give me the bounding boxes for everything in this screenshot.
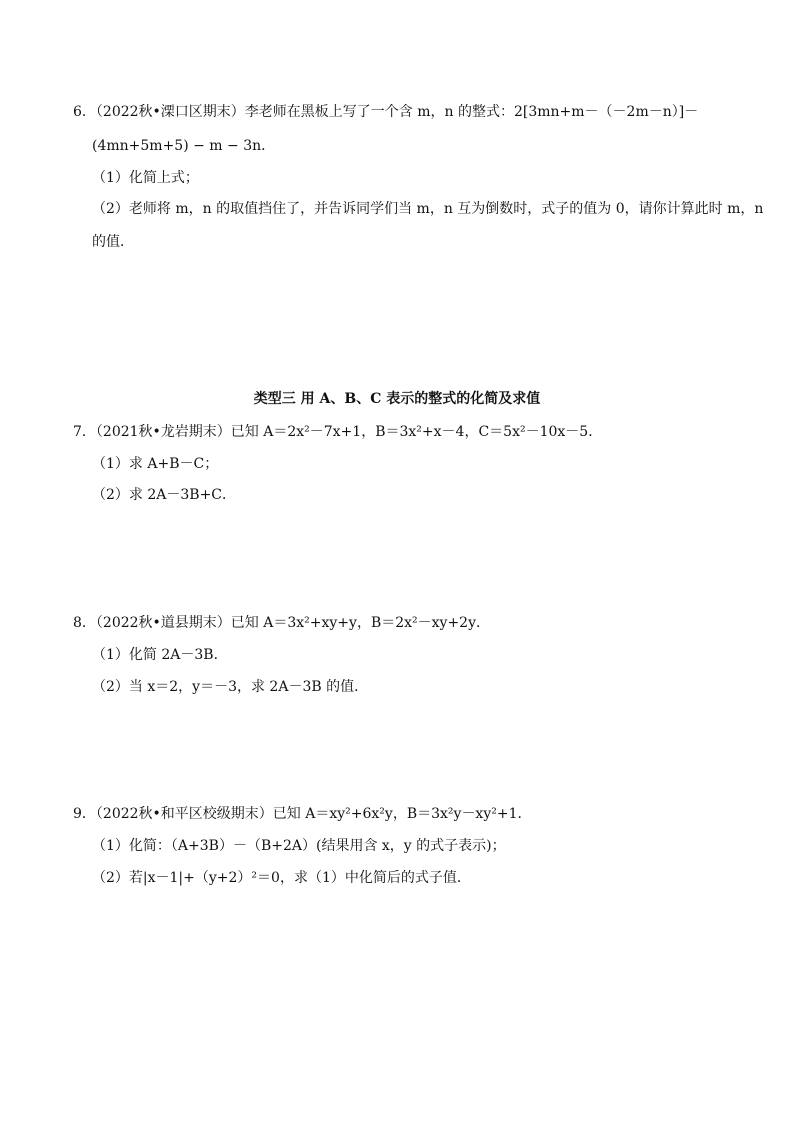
q6-stem: 6．（2022秋•溧口区期末）李老师在黑板上写了一个含 m，n 的整式：2[3mn+m－（－2m－n）]－ <box>73 104 699 120</box>
q6-stem-cont: (4mn+5m+5) − m − 3n． <box>92 138 276 154</box>
q9-part-1: （1）化简：（A+3B）－（B+2A）(结果用含 x，y 的式子表示)； <box>92 838 506 854</box>
q7-stem: 7．（2021秋•龙岩期末）已知 A＝2x²－7x+1，B＝3x²+x－4，C＝5x²－10x－5． <box>73 424 603 440</box>
section-heading: 类型三 用 A、B、C 表示的整式的化简及求值 <box>253 391 541 407</box>
q6-part-2: （2）老师将 m，n 的取值挡住了，并告诉同学们当 m，n 互为倒数时，式子的值为 0，请你计算此时 m，n <box>92 201 764 217</box>
q9-stem: 9．（2022秋•和平区校级期末）已知 A＝xy²+6x²y，B＝3x²y－xy²+1． <box>73 806 532 822</box>
q7-part-1: （1）求 A+B－C； <box>92 456 219 472</box>
q8-stem: 8．（2022秋•道县期末）已知 A＝3x²+xy+y，B＝2x²－xy+2y． <box>73 615 490 631</box>
q7-part-2: （2）求 2A－3B+C． <box>92 487 237 503</box>
q8-part-1: （1）化简 2A－3B． <box>92 647 228 663</box>
q6-part-1: （1）化简上式； <box>92 170 199 186</box>
q6-part-2-cont: 的值． <box>92 234 134 250</box>
q9-part-2: （2）若|x－1|+（y+2）²＝0，求（1）中化简后的式子值． <box>92 870 471 886</box>
q8-part-2: （2）当 x＝2，y＝－3，求 2A－3B 的值． <box>92 679 369 695</box>
